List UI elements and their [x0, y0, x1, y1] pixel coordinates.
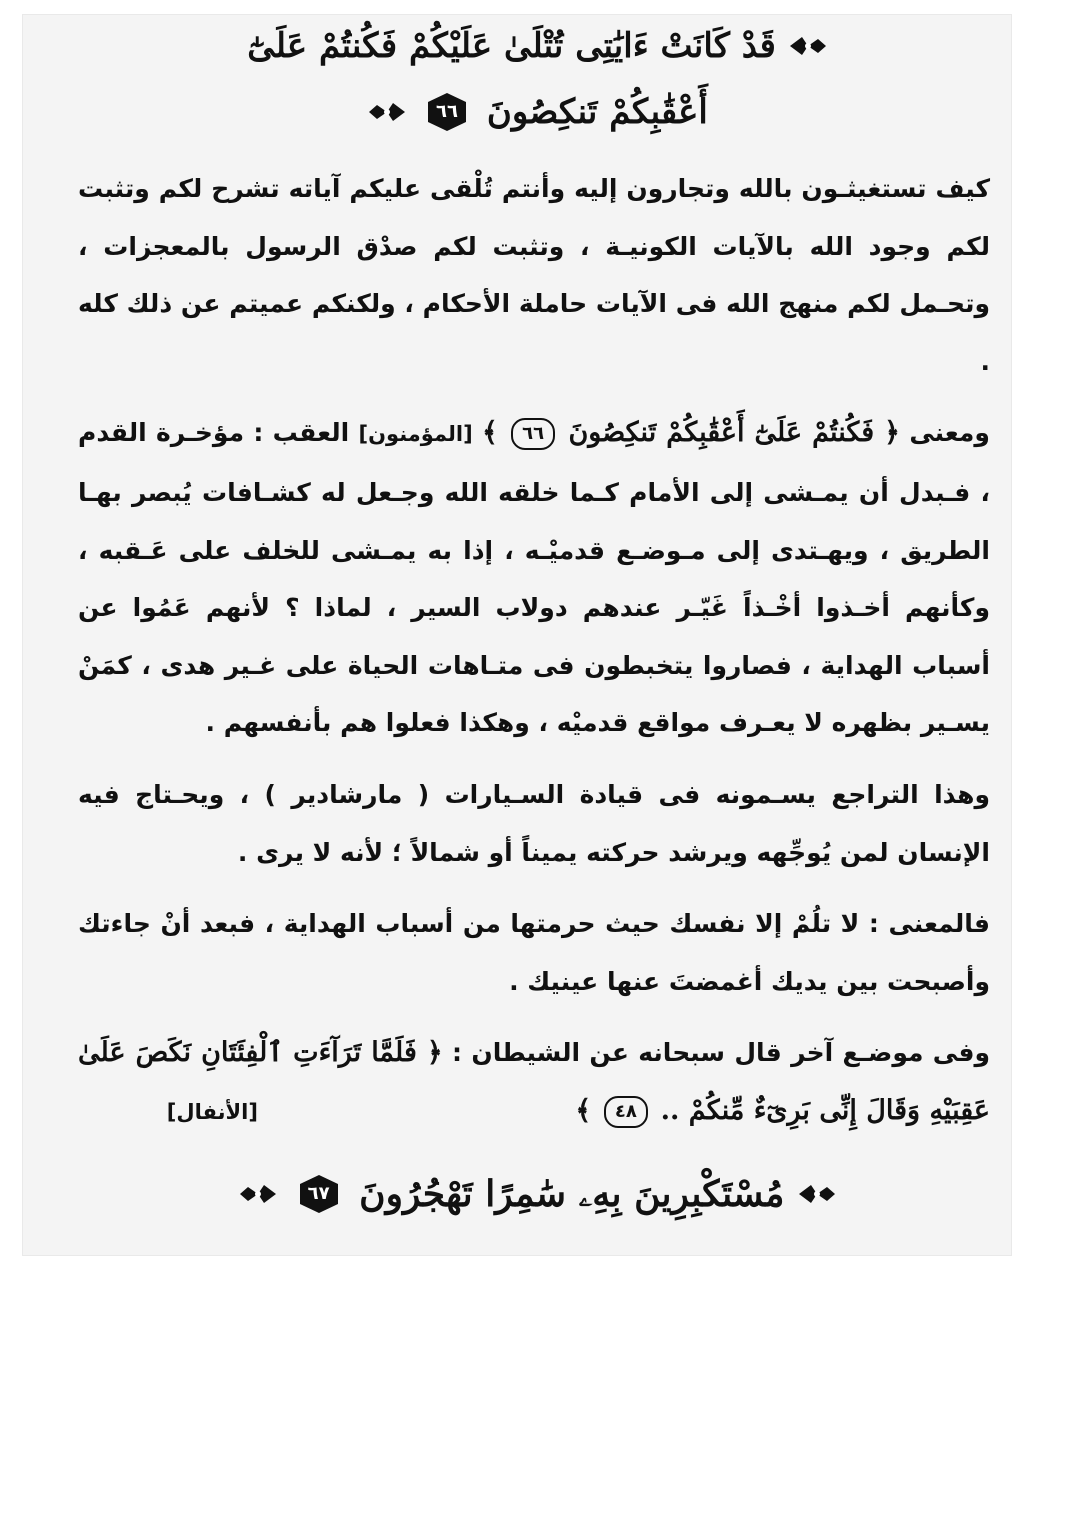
header-verse-text-2: أَعْقَٰبِكُمْ تَنكِصُونَ [486, 92, 708, 132]
quran-quote-close: ﴾ [575, 1094, 592, 1126]
paragraph-4: فالمعنى : لا تلُمْ إلا نفسك حيث حرمتها من أسباب الهداية ، فبعد أنْ جاءتك وأصبحت بين يديك أغمضتَ عنها عينيك . [78, 909, 990, 996]
surah-reference: [المؤمنون] [358, 422, 473, 447]
footer-verse-text: مُسْتَكْبِرِينَ بِهِۦ سَٰمِرًا تَهْجُرُونَ [359, 1172, 785, 1215]
footer-verse-number: ٦٧ [307, 1183, 330, 1204]
ornament-icon [797, 1181, 837, 1207]
paragraph-5-intro: وفى موضـع آخر قال سبحانه عن الشيطان : [452, 1038, 990, 1068]
verse-number-badge: ٦٦ [511, 418, 555, 450]
footer-verse-line [0, 1170, 1075, 1216]
verse-number-medallion [425, 92, 469, 132]
header-verse-text-1: قَدْ كَانَتْ ءَايَٰتِى تُتْلَىٰ عَلَيْكُمْ فَكُنتُمْ عَلَىٰٓ [247, 26, 776, 66]
header-verse-number: ٦٦ [436, 101, 458, 122]
ornament-icon [238, 1181, 278, 1207]
verse-number-badge: ٤٨ [604, 1096, 648, 1128]
header-verse-line-1 [0, 24, 1075, 66]
verse-number-medallion [297, 1174, 341, 1214]
commentary-body [78, 160, 990, 1142]
paragraph-2-intro: ومعنى [909, 418, 990, 448]
ornament-icon [788, 33, 828, 59]
paragraph-1: كيف تستغيثـون بالله وتجارون إليه وأنتم تُلْقى عليكم آياته تشرح لكم وتثبت لكم وجود الله بالآيات الكونيـة ، وتثبت لكم صدْق الرسول بالمعجزات ، وتحـمل لكم منهج الله فى الآيات حاملة الأحكام ، ولكنكم عميتم عن ذلك كله . [78, 174, 990, 376]
ornament-icon [367, 99, 407, 125]
paragraph-2 [78, 404, 990, 752]
quran-quote-close: ﴾ [482, 417, 498, 449]
quran-quote: ﴿ فَلَمَّا تَرَآءَتِ ٱلْفِئَتَانِ نَكَصَ عَلَىٰ عَقِبَيْهِ وَقَالَ إِنِّى بَرِىٓءٌ مِّنكُمْ .. [78, 1037, 990, 1126]
header-verse-line-2 [0, 90, 1075, 132]
paragraph-3: وهذا التراجع يسـمونه فى قيادة السـيارات ( مارشادير ) ، ويحـتاج فيه الإنسان لمن يُوجِّهه ويرشد حركته يميناً أو شمالاً ؛ لأنه لا يرى . [78, 779, 990, 867]
paragraph-5 [78, 1024, 990, 1141]
surah-reference: [الأنفال] [166, 1099, 258, 1124]
quran-quote: ﴿ فَكُنتُمْ عَلَىٰٓ أَعْقَٰبِكُمْ تَنكِصُونَ [568, 417, 900, 449]
paragraph-2-text: العقب : مؤخـرة القدم ، فـبدل أن يمـشى إلى الأمام كـما خلقه الله وجـعل له كشـافات يُبصر بهـا الطريق ، ويهـتدى إلى مـوضـع قدميْـه ، إذا به يمـشى للخلف على عَـقبه ، وكأنهم أخـذوا أخْـذاً غَيّـر عندهم دولاب السير ، لماذا ؟ لأنهم عَمُوا عن أسباب الهداية ، فصاروا يتخبطون فى متـاهات الحياة على غـير هدى ، كمَنْ يسـير بظهره لا يعـرف مواقع قدميْه ، وهكذا فعلوا هم بأنفسهم . [78, 418, 990, 738]
